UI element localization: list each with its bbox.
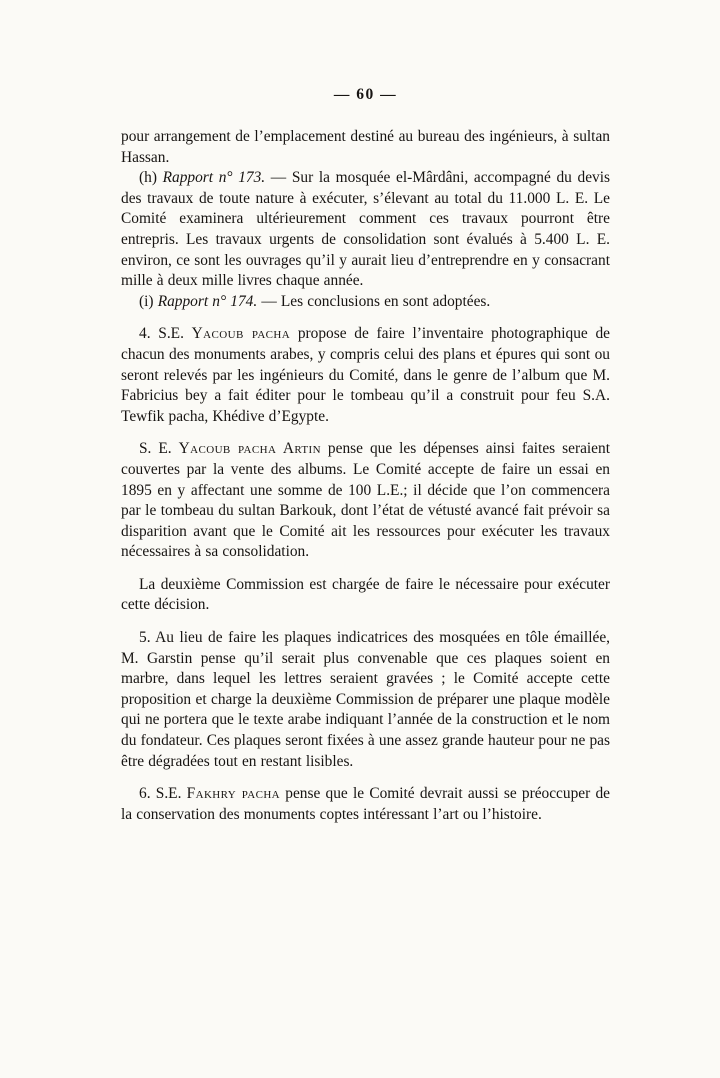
text-run: 5. Au lieu de faire les plaques indicatrices des mosquées en tôle émaillée, M. Garstin pense qu’il serait plus convenable que ces plaques soient en marbre, dans lequel les lettres seraient gravées ; le Comité accepte cette proposition et charge la deuxième Commission de préparer une plaque modèle qui ne portera que le texte arabe indiquant l’année de la construction et le nom du fondateur. Ces plaques seront fixées à une assez grande hauteur pour ne pas être dégradées tout en restant lisibles. bbox=[121, 629, 610, 770]
person-name: Fakhry pacha bbox=[186, 785, 281, 803]
paragraph bbox=[121, 575, 610, 616]
text-run: (h) bbox=[139, 169, 163, 187]
paragraph bbox=[121, 628, 610, 772]
text-run: S. E. bbox=[139, 440, 179, 458]
person-name: Yacoub pacha Artin bbox=[178, 440, 321, 458]
paragraph bbox=[121, 784, 610, 825]
text-run: — Les conclusions en sont adoptées. bbox=[257, 292, 491, 310]
text-run: — Sur la mosquée el-Mârdâni, accompagné du devis des travaux de toute nature à exécuter, s’élevant au total du 11.000 L. E. Le Comité examinera ultérieurement comment ces travaux pourront être entrepris. Les travaux urgents de consolidation sont évalués à 5.400 L. E. environ, ce sont les ouvrages qu’il y aurait lieu d’entreprendre en y consacrant mille à deux mille livres chaque année. bbox=[121, 169, 610, 290]
report-title: Rapport n° 174. bbox=[157, 292, 258, 310]
paragraph bbox=[121, 127, 610, 168]
report-title: Rapport n° 173. bbox=[162, 169, 266, 187]
person-name: Yacoub pacha bbox=[191, 325, 291, 343]
text-run: 6. S.E. bbox=[139, 785, 187, 803]
paragraph bbox=[121, 324, 610, 427]
text-run: La deuxième Commission est chargée de faire le nécessaire pour exécuter cette décision. bbox=[121, 575, 610, 614]
text-run: pour arrangement de l’emplacement destiné au bureau des ingénieurs, à sultan Hassan. bbox=[121, 128, 610, 166]
text-block bbox=[121, 127, 610, 825]
page-number: — 60 — bbox=[333, 86, 398, 103]
text-run: pense que le Comité devrait aussi se préoccuper de la conservation des monuments coptes intéressant l’art ou l’histoire. bbox=[121, 785, 610, 823]
paragraph bbox=[121, 439, 610, 563]
text-run: propose de faire l’inventaire photographique de chacun des monuments arabes, y compris celui des plans et épures qui sont ou seront relevés par les ingénieurs du Comité, dans le genre de l’album que M. Fabricius bey a fait éditer pour le tombeau qu’il a construit pour feu S.A. Tewfik pacha, Khédive d’Egypte. bbox=[121, 325, 610, 425]
paragraph bbox=[121, 168, 610, 292]
text-run: (i) bbox=[139, 292, 158, 310]
paragraph bbox=[121, 292, 610, 313]
text-run: pense que les dépenses ainsi faites seraient couvertes par la vente des albums. Le Comité accepte de faire un essai en 1895 en y affectant une somme de 100 L.E.; il décide que l’on commencera par le tombeau du sultan Barkouk, dont l’état de vétusté avancé fait prévoir sa disparition avant que le Comité ait les ressources pour exécuter les travaux nécessaires à sa consolidation. bbox=[121, 440, 610, 561]
text-run: 4. S.E. bbox=[139, 325, 192, 343]
